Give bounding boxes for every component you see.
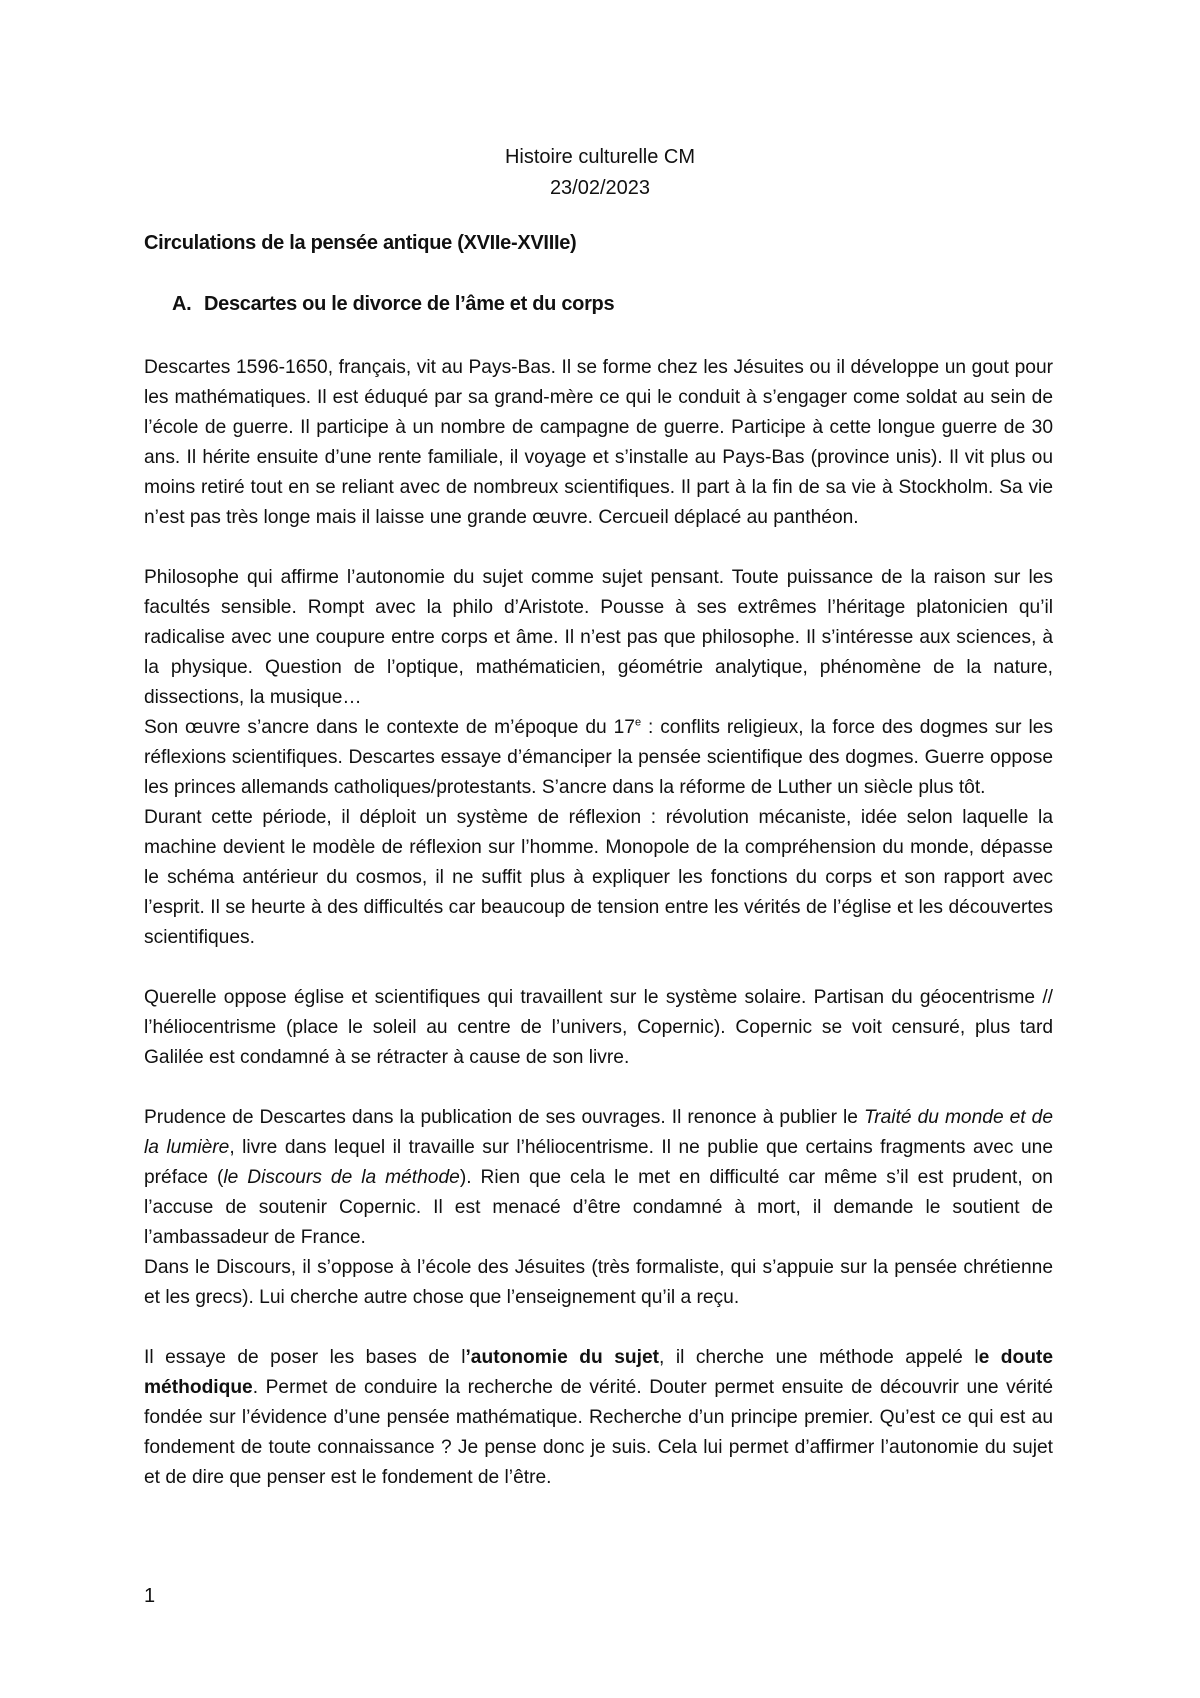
doubt-text-c: , il cherche une méthode appelé l xyxy=(659,1347,979,1368)
paragraph-quarrel: Querelle oppose église et scientifiques qui travaillent sur le système solaire. Partisan du géocentrisme // l’héliocentrisme (place le soleil au centre de l’univers, Copernic). Copernic se voit censuré, plus tard Galilée est condamné à se rétracter à cause de son livre. xyxy=(144,987,1053,1068)
paragraph-biography: Descartes 1596-1650, français, vit au Pays-Bas. Il se forme chez les Jésuites ou il développe un gout pour les mathématiques. Il est éduqué par sa grand-mère ce qui le conduit à s’engager come soldat au sein de l’école de guerre. Il participe à un nombre de campagne de guerre. Participe à cette longue guerre de 30 ans. Il hérite ensuite d’une rente familiale, il voyage et s’installe au Pays-Bas (province unis). Il vit plus ou moins retiré tout en se reliant avec de nombreux scientifiques. Il part à la fin de sa vie à Stockholm. Sa vie n’est pas très longe mais il laisse une grande œuvre. Cercueil déplacé au panthéon. xyxy=(144,357,1053,528)
book-title-discours: le Discours de la méthode xyxy=(223,1167,460,1188)
prudence-text-c: ). Rien que cela le met en difficulté car même s’il est prudent, on l’accuse de soutenir Copernic. Il est menacé d’être condamné à mort, il demande le soutient de l’ambassadeur de France. xyxy=(144,1167,1053,1248)
book-title-traite: Traité du monde et de la lumière xyxy=(144,1107,1053,1158)
page-number: 1 xyxy=(144,1585,156,1607)
bold-doute: e doute méthodique xyxy=(144,1347,1053,1398)
subheading xyxy=(172,293,614,316)
subheading-marker: A. xyxy=(172,293,192,315)
prudence-text-b: , livre dans lequel il travaille sur l’héliocentrisme. Il ne publie que certains fragments avec une préface ( xyxy=(144,1137,1053,1188)
doubt-text-a: Il essaye de poser les bases de l xyxy=(144,1347,466,1368)
paragraph-context xyxy=(144,713,1053,803)
paragraph-mechanism: Durant cette période, il déploit un système de réflexion : révolution mécaniste, idée selon laquelle la machine devient le modèle de réflexion sur l’homme. Monopole de la compréhension du monde, dépasse le schéma antérieur du cosmos, il ne suffit plus à expliquer les fonctions du corps et son rapport avec l’esprit. Il se heurte à des difficultés car beaucoup de tension entre les vérités de l’église et les découvertes scientifiques. xyxy=(144,807,1053,948)
body-text xyxy=(144,353,1053,1493)
paragraph-doubt xyxy=(144,1343,1053,1493)
document-title: Histoire culturelle CM xyxy=(504,146,696,168)
prudence-text-a: Prudence de Descartes dans la publication de ses ouvrages. Il renonce à publier le xyxy=(144,1107,864,1128)
bold-autonomie: ’autonomie du sujet xyxy=(465,1347,659,1368)
paragraph-group-philosophy xyxy=(144,563,1053,953)
paragraph-discours: Dans le Discours, il s’oppose à l’école des Jésuites (très formaliste, qui s’appuie sur la pensée chrétienne et les grecs). Lui cherche autre chose que l’enseignement qu’il a reçu. xyxy=(144,1257,1053,1308)
paragraph-philosophy: Philosophe qui affirme l’autonomie du sujet comme sujet pensant. Toute puissance de la raison sur les facultés sensible. Rompt avec la philo d’Aristote. Pousse à ses extrêmes l’héritage platonicien qu’il radicalise avec une coupure entre corps et âme. Il n’est pas que philosophe. Il s’intéresse aux sciences, à la physique. Question de l’optique, mathématicien, géométrie analytique, phénomène de la nature, dissections, la musique… xyxy=(144,567,1053,708)
paragraph-group-prudence xyxy=(144,1103,1053,1313)
century-superscript: e xyxy=(634,716,642,729)
doubt-text-d: . Permet de conduire la recherche de vérité. Douter permet ensuite de découvrir une vérité fondée sur l’évidence d’une pensée mathématique. Recherche d’un principe premier. Qu’est ce qui est au fondement de toute connaissance ? Je pense donc je suis. Cela lui permet d’affirmer l’autonomie du sujet et de dire que penser est le fondement de l’être. xyxy=(144,1377,1053,1488)
subheading-text: Descartes ou le divorce de l’âme et du corps xyxy=(204,293,615,315)
paragraph-prudence xyxy=(144,1103,1053,1253)
document-date: 23/02/2023 xyxy=(549,177,651,199)
context-text-a: Son œuvre s’ancre dans le contexte de m’époque du 17 xyxy=(144,717,635,738)
context-text-b: : conflits religieux, la force des dogmes sur les réflexions scientifiques. Descartes essaye d’émanciper la pensée scientifique des dogmes. Guerre oppose les princes allemands catholiques/protestants. S’ancre dans la réforme de Luther un siècle plus tôt. xyxy=(144,717,1053,798)
section-title: Circulations de la pensée antique (XVIIe-XVIIIe) xyxy=(144,232,577,254)
